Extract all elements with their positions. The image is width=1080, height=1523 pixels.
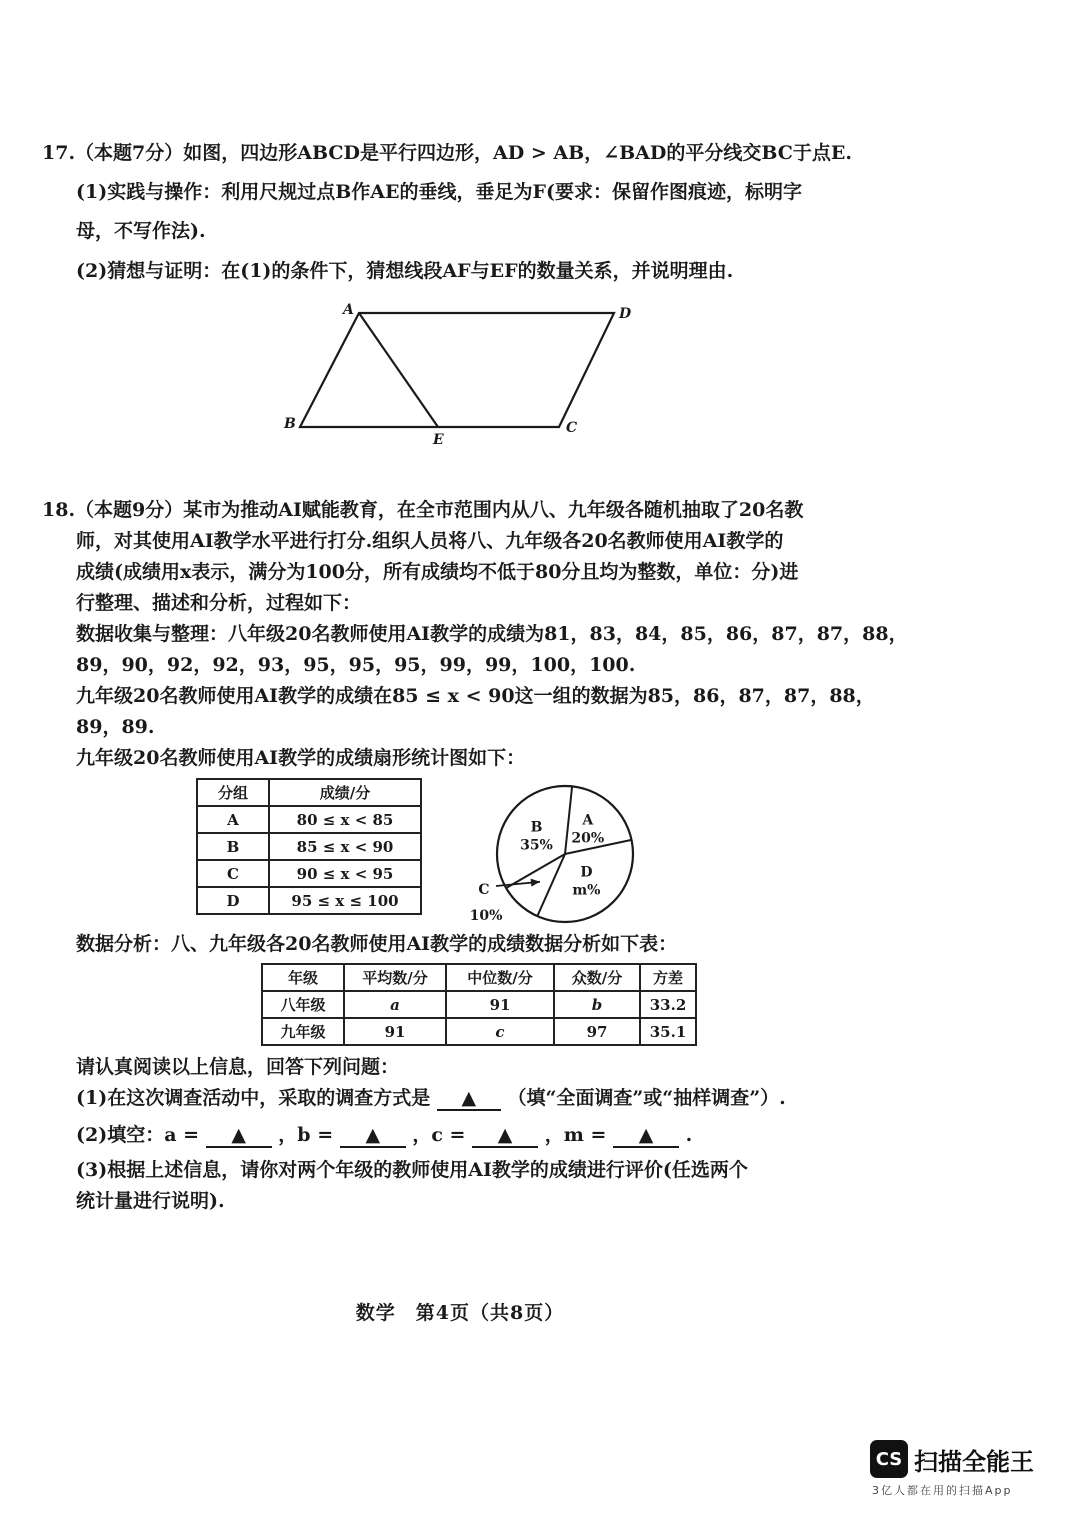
q18-data-grade9: 九年级20名教师使用AI教学的成绩在85 ≤ x < 90这一组的数据为85，86，87，87，88， (76, 685, 875, 707)
table-row (197, 887, 421, 914)
table-row (262, 991, 696, 1018)
table-header-cell: 分组 (197, 779, 269, 806)
q18-part2-end: . (685, 1124, 693, 1146)
pie-label-b: B (530, 819, 543, 836)
pie-slice-c-edge (537, 854, 565, 916)
label-d: D (619, 306, 632, 322)
q18-part1-hint: （填“全面调查”或“抽样调查”）. (507, 1087, 786, 1109)
table-cell: 33.2 (640, 991, 696, 1018)
watermark-subtitle: 3亿人都在用的扫描App (872, 1484, 1013, 1497)
pie-value-d: m% (572, 882, 601, 899)
pie-label-c: C (478, 882, 490, 898)
table-header-cell: 方差 (640, 964, 696, 991)
pie-value-a: 20% (571, 830, 605, 847)
table-row (262, 1018, 696, 1045)
table-cell: A (197, 806, 269, 833)
q18-analysis-title: 数据分析：八、九年级各20名教师使用AI教学的成绩数据分析如下表： (76, 933, 678, 955)
q18-data-grade8: 数据收集与整理：八年级20名教师使用AI教学的成绩为81，83，84，85，86，87，87，88， (76, 623, 908, 645)
table-cell: 91 (344, 1018, 446, 1045)
table-cell: 九年级 (262, 1018, 344, 1045)
table-cell: 91 (446, 991, 554, 1018)
q18-part2-d-label: ，m = (544, 1124, 607, 1146)
table-cell: 八年级 (262, 991, 344, 1018)
table-header-cell: 成绩/分 (269, 779, 421, 806)
table-row (197, 806, 421, 833)
answer-blank-1: ▲ (437, 1087, 501, 1111)
label-a: A (343, 302, 354, 318)
table-row (197, 833, 421, 860)
watermark-name: 扫描全能王 (914, 1447, 1034, 1476)
pie-value-c: 10% (469, 908, 503, 924)
q18-part3: (3)根据上述信息，请你对两个年级的教师使用AI教学的成绩进行评价(任选两个 (76, 1159, 748, 1181)
table-cell: 80 ≤ x < 85 (269, 806, 421, 833)
q18-part2-a-label: (2)填空：a = (76, 1124, 200, 1146)
table-cell: B (197, 833, 269, 860)
pie-chart (460, 782, 650, 932)
table-cell: c (446, 1018, 554, 1045)
answer-blank-c: ▲ (472, 1124, 538, 1148)
parallelogram-abcd (300, 313, 614, 427)
table-cell: C (197, 860, 269, 887)
pie-label-a: A (582, 812, 594, 829)
table-cell: a (344, 991, 446, 1018)
scanner-watermark (870, 1440, 1034, 1498)
table-row (197, 860, 421, 887)
parallelogram-figure (270, 295, 650, 455)
q18-part2-b-label: ，b = (278, 1124, 334, 1146)
q18-stem: 18.（本题9分）某市为推动AI赋能教育，在全市范围内从八、九年级各随机抽取了20名教 (42, 499, 804, 521)
q17-stem: 17.（本题7分）如图，四边形ABCD是平行四边形，AD > AB，∠BAD的平分线交BC于点E. (42, 142, 853, 164)
answer-blank-a: ▲ (206, 1124, 272, 1148)
stats-table (261, 963, 697, 1046)
pie-label-d: D (580, 864, 593, 881)
q18-stem-3: 成绩(成绩用x表示，满分为100分，所有成绩均不低于80分且均为整数，单位：分)进 (76, 561, 799, 583)
q18-pie-intro: 九年级20名教师使用AI教学的成绩扇形统计图如下： (76, 747, 526, 769)
table-header-cell: 众数/分 (554, 964, 640, 991)
label-c: C (566, 420, 578, 436)
cs-logo-icon: CS (870, 1440, 908, 1478)
table-header-cell: 中位数/分 (446, 964, 554, 991)
q18-data-grade8-cont: 89，90，92，92，93，95，95，95，99，99，100，100. (76, 654, 636, 676)
table-cell: b (554, 991, 640, 1018)
table-cell: D (197, 887, 269, 914)
table-header-cell: 年级 (262, 964, 344, 991)
q18-part2 (76, 1122, 692, 1148)
q18-prompt: 请认真阅读以上信息，回答下列问题： (76, 1056, 400, 1078)
table-cell: 35.1 (640, 1018, 696, 1045)
answer-blank-b: ▲ (340, 1124, 406, 1148)
group-table (196, 778, 422, 915)
table-cell: 97 (554, 1018, 640, 1045)
pie-value-b: 35% (520, 837, 553, 854)
q17-part2: (2)猜想与证明：在(1)的条件下，猜想线段AF与EF的数量关系，并说明理由. (76, 260, 734, 282)
q18-part3-cont: 统计量进行说明). (76, 1190, 225, 1212)
answer-blank-m: ▲ (613, 1124, 679, 1148)
q18-data-grade9-cont: 89，89. (76, 716, 155, 738)
table-header-cell: 平均数/分 (344, 964, 446, 991)
segment-ae (359, 313, 438, 427)
q18-stem-4: 行整理、描述和分析，过程如下： (76, 592, 362, 614)
table-cell: 95 ≤ x ≤ 100 (269, 887, 421, 914)
q17-part1-cont: 母，不写作法). (76, 220, 206, 242)
table-cell: 90 ≤ x < 95 (269, 860, 421, 887)
page-footer: 数学 第4页（共8页） (355, 1302, 565, 1324)
label-b: B (284, 416, 296, 432)
q17-part1: (1)实践与操作：利用尺规过点B作AE的垂线，垂足为F(要求：保留作图痕迹，标明字 (76, 181, 802, 203)
q18-part2-c-label: ，c = (412, 1124, 466, 1146)
q18-part1 (76, 1085, 786, 1111)
table-header-row (262, 964, 696, 991)
q18-stem-2: 师，对其使用AI教学水平进行打分.组织人员将八、九年级各20名教师使用AI教学的 (76, 530, 784, 552)
table-cell: 85 ≤ x < 90 (269, 833, 421, 860)
table-header-row (197, 779, 421, 806)
label-e: E (433, 432, 444, 448)
q18-part1-text: (1)在这次调查活动中，采取的调查方式是 (76, 1087, 431, 1109)
